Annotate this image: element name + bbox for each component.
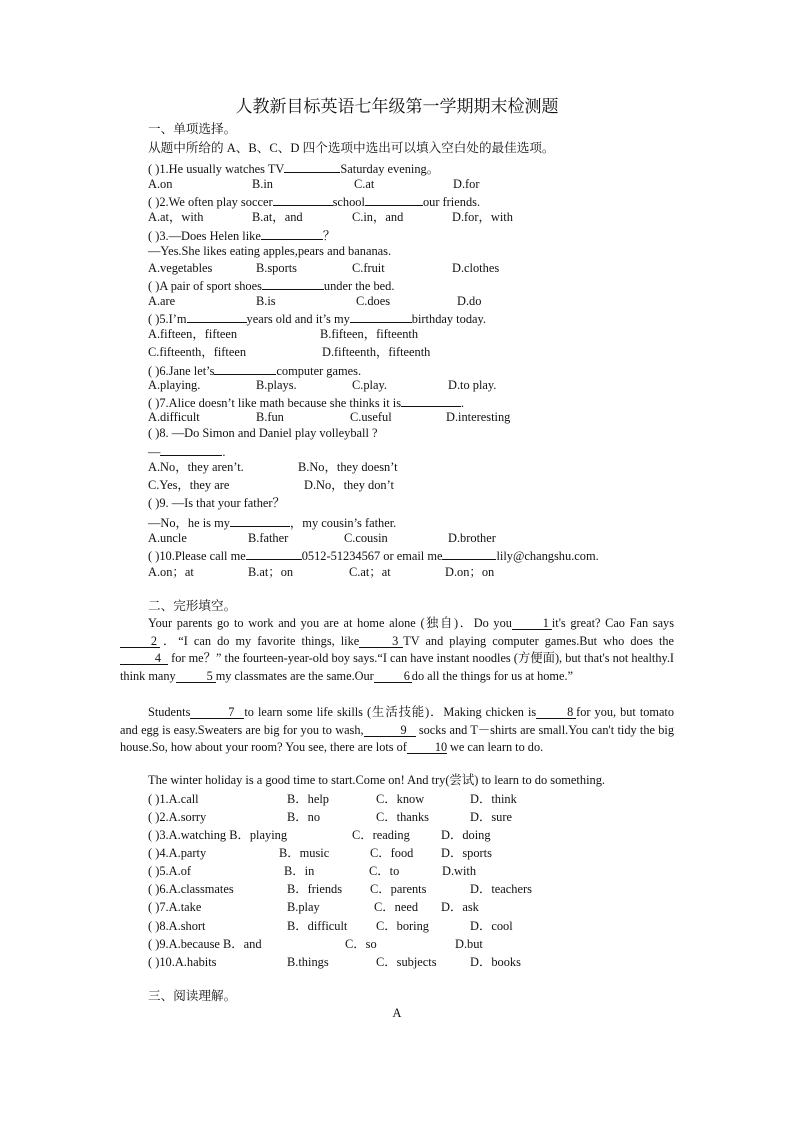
question-4-stem: ( )A pair of sport shoes under the bed. [148,279,395,293]
cloze-1-option-c: C．know [376,792,425,806]
question-10-option-d: D.on；on [445,565,495,579]
question-8-stem: ( )8. —Do Simon and Daniel play volleyball ? [148,426,378,440]
question-3-stem: ( )3.—Does Helen like ？ [148,229,336,243]
question-1-option-b: B.in [252,177,273,191]
question-10-option-c: C.at；at [349,565,391,579]
cloze-1-option-d: D．think [470,792,517,806]
cloze-3-option-d: D．doing [441,828,491,842]
question-2-option-c: C.in，and [352,210,404,224]
cloze-9-option-ab: ( )9.A.because B．and [148,937,262,951]
question-9-option-d: D.brother [448,531,496,545]
question-2-stem: ( )2.We often play soccer school our friends. [148,195,481,209]
question-5-option-a: A.fifteen，fifteen [148,327,238,341]
question-4-option-a: A.are [148,294,176,308]
cloze-6-option-d: D．teachers [470,882,532,896]
question-4-option-d: D.do [457,294,482,308]
section1-instruction: 从题中所给的 A、B、C、D 四个选项中选出可以填入空白处的最佳选项。 [148,141,555,155]
cloze-4-option-a: ( )4.A.party [148,846,207,860]
cloze-9-option-d: D.but [455,937,483,951]
cloze-2-option-b: B．no [287,810,321,824]
question-6-option-d: D.to play. [448,378,497,392]
cloze-3-option-ab: ( )3.A.watching B．playing [148,828,288,842]
question-2-option-a: A.at，with [148,210,204,224]
question-3-option-b: B.sports [256,261,297,275]
question-5-option-d: D.fifteenth，fifteenth [322,345,431,359]
question-3-answer-line: —Yes.She likes eating apples,pears and bananas. [148,244,392,258]
question-2-option-d: D.for，with [452,210,513,224]
cloze-6-option-c: C．parents [370,882,427,896]
question-4-option-b: B.is [256,294,276,308]
question-7-option-b: B.fun [256,410,284,424]
question-8-option-c: C.Yes，they are [148,478,230,492]
cloze-10-option-c: C．subjects [376,955,437,969]
reading-passage-label: A [392,1006,402,1020]
cloze-10-option-b: B.things [287,955,329,969]
question-10-option-a: A.on；at [148,565,194,579]
question-7-option-a: A.difficult [148,410,200,424]
cloze-paragraph-3: The winter holiday is a good time to start.Come on! And try(尝试) to learn to do something. [148,773,606,787]
cloze-1-option-a: ( )1.A.call [148,792,199,806]
cloze-8-option-a: ( )8.A.short [148,919,206,933]
cloze-1-option-b: B．help [287,792,329,806]
question-9-option-a: A.uncle [148,531,187,545]
cloze-paragraph-2: Students 7 to learn some life skills (生活技能)．Making chicken is 8 for you, but tomato and egg is easy.Sweaters are big for you to wash, 9 socks and T－shirts are small.You can't tidy the big house.So, how about your room? You see, there are lots of 10 we can learn to do. [120,705,675,755]
cloze-7-option-c: C．need [374,900,419,914]
question-6-option-c: C.play. [352,378,387,392]
section1-heading: 一、单项选择。 [148,122,237,136]
cloze-3-option-c: C．reading [352,828,410,842]
section2-heading: 二、完形填空。 [148,599,237,613]
question-5-stem: ( )5.I’m years old and it’s my birthday today. [148,312,487,326]
question-9-stem: ( )9. —Is that your father？ [148,496,285,510]
cloze-5-option-a: ( )5.A.of [148,864,192,878]
question-6-option-a: A.playing. [148,378,201,392]
cloze-8-option-c: C．boring [376,919,430,933]
page-title: 人教新目标英语七年级第一学期期末检测题 [235,97,559,116]
cloze-5-option-b: B．in [284,864,315,878]
cloze-9-option-c: C．so [345,937,377,951]
question-8-option-a: A.No，they aren’t. [148,460,244,474]
question-1-option-d: D.for [453,177,480,191]
question-10-stem: ( )10.Please call me 0512-51234567 or email me lily@changshu.com. [148,549,599,563]
cloze-7-option-b: B.play [287,900,320,914]
cloze-2-option-a: ( )2.A.sorry [148,810,207,824]
question-5-option-b: B.fifteen，fifteenth [320,327,419,341]
question-7-stem: ( )7.Alice doesn’t like math because she thinks it is . [148,396,465,410]
cloze-2-option-c: C．thanks [376,810,430,824]
cloze-2-option-d: D．sure [470,810,512,824]
question-8-option-b: B.No，they doesn’t [298,460,398,474]
cloze-6-option-a: ( )6.A.classmates [148,882,234,896]
question-7-option-c: C.useful [350,410,392,424]
question-1-option-c: C.at [354,177,375,191]
question-3-option-a: A.vegetables [148,261,213,275]
question-3-option-d: D.clothes [452,261,500,275]
question-6-stem: ( )6.Jane let’s computer games. [148,364,362,378]
cloze-5-option-c: C．to [369,864,400,878]
cloze-5-option-d: D.with [442,864,477,878]
question-9-option-c: C.cousin [344,531,388,545]
question-3-option-c: C.fruit [352,261,385,275]
question-8-option-d: D.No，they don’t [304,478,394,492]
question-1-stem: ( )1.He usually watches TV Saturday evening。 [148,162,440,176]
question-7-option-d: D.interesting [446,410,511,424]
question-5-option-c: C.fifteenth，fifteen [148,345,247,359]
question-6-option-b: B.plays. [256,378,297,392]
cloze-8-option-b: B．difficult [287,919,348,933]
question-8-answer-line: — . [148,445,226,459]
cloze-4-option-d: D．sports [441,846,492,860]
question-2-option-b: B.at，and [252,210,303,224]
cloze-4-option-c: C．food [370,846,414,860]
cloze-10-option-d: D．books [470,955,521,969]
question-9-option-b: B.father [248,531,289,545]
question-10-option-b: B.at；on [248,565,294,579]
cloze-4-option-b: B．music [279,846,330,860]
cloze-7-option-a: ( )7.A.take [148,900,202,914]
cloze-paragraph-1: Your parents go to work and you are at home alone (独自)．Do you 1 it's great? Cao Fan says2 ．“I can do my favorite things, like 3 TV and playing computer games.But who does the4 for me？” the fourteen-year-old boy says.“I can have instant noodles (方便面), but that's not healthy.I think many 5 my classmates are the same.Our 6 do all the things for us at home.” [120,616,675,683]
question-1-option-a: A.on [148,177,173,191]
cloze-7-option-d: D．ask [441,900,479,914]
cloze-8-option-d: D．cool [470,919,513,933]
question-9-answer-line: —No，he is my ，my cousin’s father. [148,516,397,530]
cloze-6-option-b: B．friends [287,882,343,896]
cloze-10-option-a: ( )10.A.habits [148,955,217,969]
question-4-option-c: C.does [356,294,391,308]
section3-heading: 三、阅读理解。 [148,989,237,1003]
